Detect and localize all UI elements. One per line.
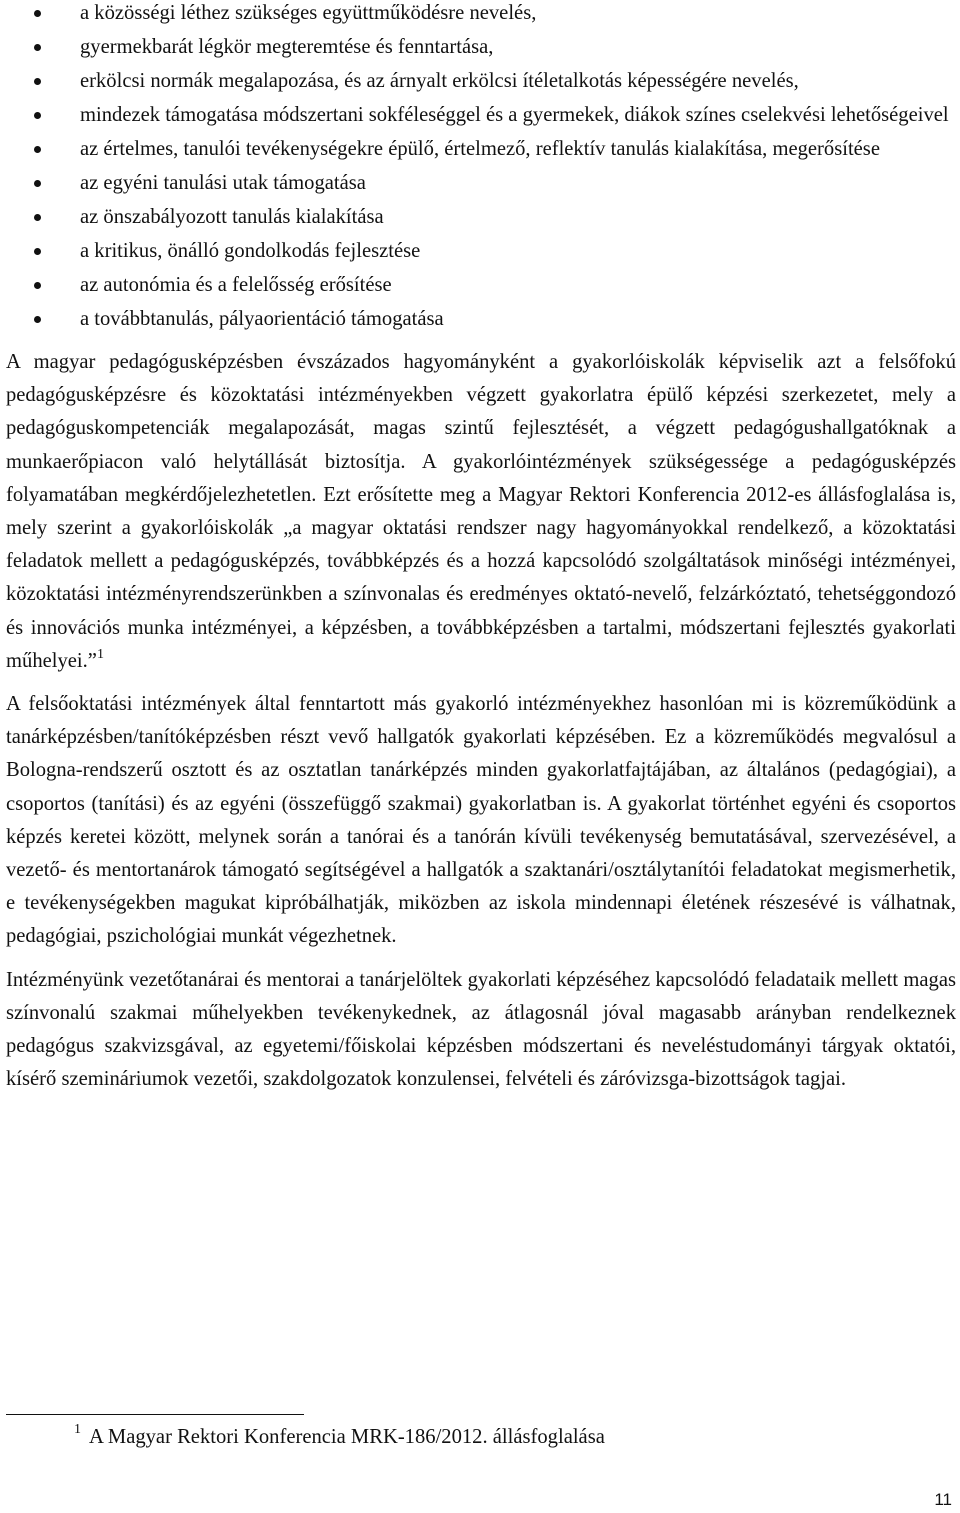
bullet-icon (34, 112, 41, 119)
bullet-list (6, 0, 956, 336)
document-page (6, 0, 956, 1096)
list-item (6, 30, 956, 64)
list-item-text: az önszabályozott tanulás kialakítása (80, 206, 384, 228)
paragraph-intezmenyunk (6, 964, 956, 1097)
list-item (6, 268, 956, 302)
list-item-text: mindezek támogatása módszertani sokféleséggel és a gyermekek, diákok színes cselekvési lehetőségeivel (80, 104, 949, 126)
list-item (6, 132, 956, 166)
list-item-text: a közösségi léthez szükséges együttműködésre nevelés, (80, 2, 537, 24)
footnote-text: A Magyar Rektori Konferencia MRK-186/2012. állásfoglalása (89, 1426, 605, 1448)
list-item-text: erkölcsi normák megalapozása, és az árnyalt erkölcsi ítéletalkotás képességére nevelés, (80, 70, 799, 92)
footnote-number: 1 (74, 1422, 81, 1437)
list-item (6, 98, 956, 132)
list-item (6, 200, 956, 234)
paragraph-text: A magyar pedagógusképzésben évszázados hagyományként a gyakorlóiskolák képviselik azt a felsőfokú pedagógusképzésre és közoktatási intézményekben végzett gyakorlatra épülő képzési szerkezetet, mely a pedagóguskompetenciák megalapozását, magas szintű fejlesztését, a végzett pedagógushallgatóknak a munkaerőpiacon való helytállását biztosítja. A gyakorlóintézmények szükségessége a pedagógusképzés folyamatában megkérdőjelezhetetlen. Ezt erősítette meg a Magyar Rektori Konferencia 2012-es állásfoglalása is, mely szerint a gyakorlóiskolák „a magyar oktatási rendszer nagy hagyományokkal rendelkező, a közoktatási feladatok mellett a pedagógusképzés, továbbképzés és a hozzá kapcsolódó szolgáltatások minőségi intézményei, közoktatási intézményrendszerünkben a színvonalas és eredményes oktató-nevelő, felzárkóztató, tehetséggondozó és innovációs munka intézményei, a képzésben, a továbbképzésben a tartalmi, módszertani fejlesztés gyakorlati műhelyei.” (6, 351, 956, 672)
list-item (6, 0, 956, 30)
footnote-divider (6, 1414, 304, 1415)
page-number: 11 (934, 1490, 952, 1509)
paragraph-text: A felsőoktatási intézmények által fenntartott más gyakorló intézményekhez hasonlóan mi is közreműködünk a tanárképzésben/tanítóképzésben részt vevő hallgatók gyakorlati képzésében. Ez a közreműködés megvalósul a Bologna-rendszerű osztott és az osztatlan tanárképzés minden gyakorlatfajtájában, az általános (pedagógiai), a csoportos (tanítási) és az egyéni (összefüggő szakmai) gyakorlatban is. A gyakorlat történhet egyéni és csoportos képzés keretei között, melynek során a tanórai és a tanórán kívüli tevékenység bemutatásával, szervezésével, a vezető- és mentortanárok támogató segítségével a hallgatók a szaktanári/osztálytanítói feladatokat megismerhetik, e tevékenységekben magukat kipróbálhatják, miközben az iskola mindennapi életének részesévé is válhatnak, pedagógiai, pszichológiai munkát végezhetnek. (6, 693, 956, 948)
bullet-icon (34, 44, 41, 51)
list-item-text: az autonómia és a felelősség erősítése (80, 274, 392, 296)
list-item (6, 166, 956, 200)
footnote (74, 1420, 605, 1454)
list-item-text: gyermekbarát légkör megteremtése és fenntartása, (80, 36, 494, 58)
list-item-text: a továbbtanulás, pályaorientáció támogatása (80, 308, 444, 330)
bullet-icon (34, 180, 41, 187)
bullet-icon (34, 214, 41, 221)
list-item (6, 234, 956, 268)
bullet-icon (34, 78, 41, 85)
bullet-icon (34, 248, 41, 255)
list-item-text: az értelmes, tanulói tevékenységekre épülő, értelmező, reflektív tanulás kialakítása, megerősítése (80, 138, 880, 160)
list-item (6, 302, 956, 336)
bullet-icon (34, 146, 41, 153)
paragraph-text: Intézményünk vezetőtanárai és mentorai a tanárjelöltek gyakorlati képzéséhez kapcsolódó feladataik mellett magas színvonalú szakmai műhelyekben tevékenykednek, az átlagosnál jóval magasabb arányban rendelkeznek pedagógus szakvizsgával, az egyetemi/főiskolai képzésben módszertani és neveléstudományi tárgyak oktatói, kísérő szemináriumok vezetői, szakdolgozatok konzulensei, felvételi és záróvizsga-bizottságok tagjai. (6, 968, 956, 1091)
paragraph-felsooktatasi (6, 688, 956, 954)
bullet-icon (34, 10, 41, 17)
bullet-icon (34, 316, 41, 323)
list-item (6, 64, 956, 98)
paragraph-gyakorloiskolak (6, 346, 956, 678)
bullet-icon (34, 282, 41, 289)
footnote-reference[interactable]: 1 (96, 646, 104, 662)
list-item-text: a kritikus, önálló gondolkodás fejlesztése (80, 240, 421, 262)
list-item-text: az egyéni tanulási utak támogatása (80, 172, 366, 194)
